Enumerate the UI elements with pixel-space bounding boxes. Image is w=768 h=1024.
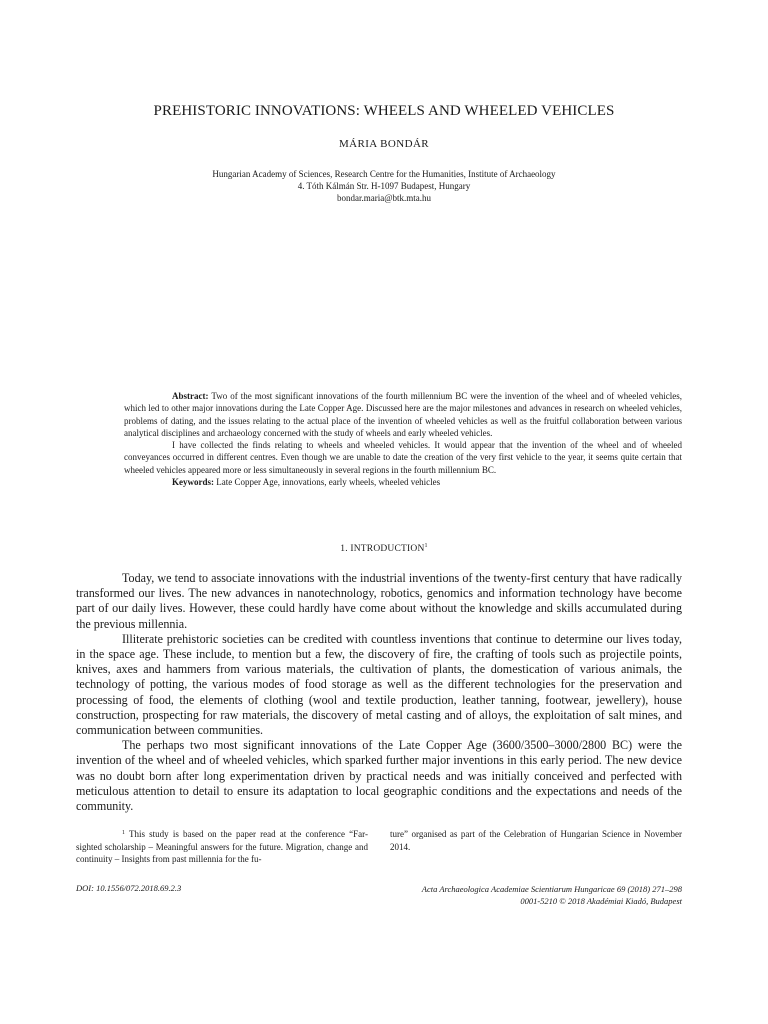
abstract-paragraph-1 bbox=[124, 390, 682, 439]
body-paragraph-2: Illiterate prehistoric societies can be credited with countless inventions that continue to determine our lives today, in the space age. These include, to mention but a few, the discovery of fire, the crafting of tools such as projectile points, knives, axes and hammers from various materials, the cultivation of plants, the domestication of various animals, the technology of potting, the various modes of food storage as well as the different technologies for the preservation and processing of food, the elements of clothing (wool and textile production, leather tanning, footwear, jewellery), house construction, prospecting for raw materials, the discovery of metal casting and of alloys, the exploitation of salt mines, and communication between communities. bbox=[76, 631, 682, 738]
footnote-reference: 1 bbox=[424, 543, 428, 549]
keywords-label: Keywords: bbox=[172, 477, 214, 488]
section-heading-text: 1. INTRODUCTION bbox=[340, 544, 425, 554]
doi-footer: DOI: 10.1556/072.2018.69.2.3 bbox=[76, 883, 182, 893]
author-email: bondar.maria@btk.mta.hu bbox=[336, 193, 432, 203]
section-heading bbox=[76, 544, 692, 554]
copyright-line: 0001-5210 © 2018 Akadémiai Kiadó, Budapest bbox=[520, 896, 682, 906]
keywords-text: Late Copper Age, innovations, early wheels, wheeled vehicles bbox=[214, 477, 441, 488]
footnote-column-2: ture” organised as part of the Celebration of Hungarian Science in November 2014. bbox=[390, 829, 682, 852]
body-paragraph-1: Today, we tend to associate innovations with the industrial inventions of the twenty-first century that have radically transformed our lives. The new advances in nanotechnology, robotics, genomics and information technology have become part of our daily lives. However, these could hardly have come about without the knowledge and skills accumulated during the previous millennia. bbox=[76, 571, 682, 631]
body-text bbox=[76, 571, 682, 814]
abstract-text-1: Two of the most significant innovations of the fourth millennium BC were the invention of the wheel and of wheeled vehicles, which led to other major innovations during the Late Copper Age. Discussed here are the major milestones and advances in research on wheeled vehicles, problems of dating, and the issues relating to the actual place of the invention of wheeled vehicles as well as the fruitful collaboration between various analytical disciplines and archaeology concerned with the study of wheels and early wheeled vehicles. bbox=[124, 391, 682, 438]
paper-title: PREHISTORIC INNOVATIONS: WHEELS AND WHEELED VEHICLES bbox=[153, 103, 615, 119]
journal-citation: Acta Archaeologica Academiae Scientiarum Hungaricae 69 (2018) 271–298 bbox=[421, 884, 682, 894]
abstract-block bbox=[124, 390, 682, 488]
affiliation-institution: Hungarian Academy of Sciences, Research Centre for the Humanities, Institute of Archaeology bbox=[212, 169, 556, 179]
abstract-label: Abstract: bbox=[172, 391, 209, 401]
author-affiliation bbox=[76, 168, 692, 204]
footnote-column-1 bbox=[76, 828, 368, 866]
affiliation-address: 4. Tóth Kálmán Str. H-1097 Budapest, Hungary bbox=[297, 181, 471, 191]
footnote-text-1: This study is based on the paper read at the conference “Far-sighted scholarship – Meaningful answers for the future. Migration, change and continuity – Insights from past millennia for the fu- bbox=[76, 829, 368, 864]
journal-footer bbox=[360, 883, 682, 907]
keywords-line bbox=[124, 476, 682, 488]
body-paragraph-3: The perhaps two most significant innovations of the Late Copper Age (3600/3500–3000/2800 BC) were the invention of the wheel and of wheeled vehicles, which sparked further major inventions in this early period. The new device was no doubt born after long experimentation driven by practical needs and was initially conceived and perfected with meticulous attention to detail to ensure its adaptation to local geographic conditions and the expectations and needs of the community. bbox=[76, 738, 682, 814]
abstract-paragraph-2: I have collected the finds relating to wheels and wheeled vehicles. It would appear that the invention of the wheel and of wheeled conveyances occurred in different centres. Even though we are unable to date the creation of the very first vehicle to the year, it seems quite certain that wheeled vehicles appeared more or less simultaneously in several regions in the fourth millennium BC. bbox=[124, 440, 682, 475]
author-name: MÁRIA BONDÁR bbox=[338, 138, 430, 150]
footnote-mark: 1 bbox=[122, 830, 125, 836]
footnote-area bbox=[76, 828, 682, 866]
